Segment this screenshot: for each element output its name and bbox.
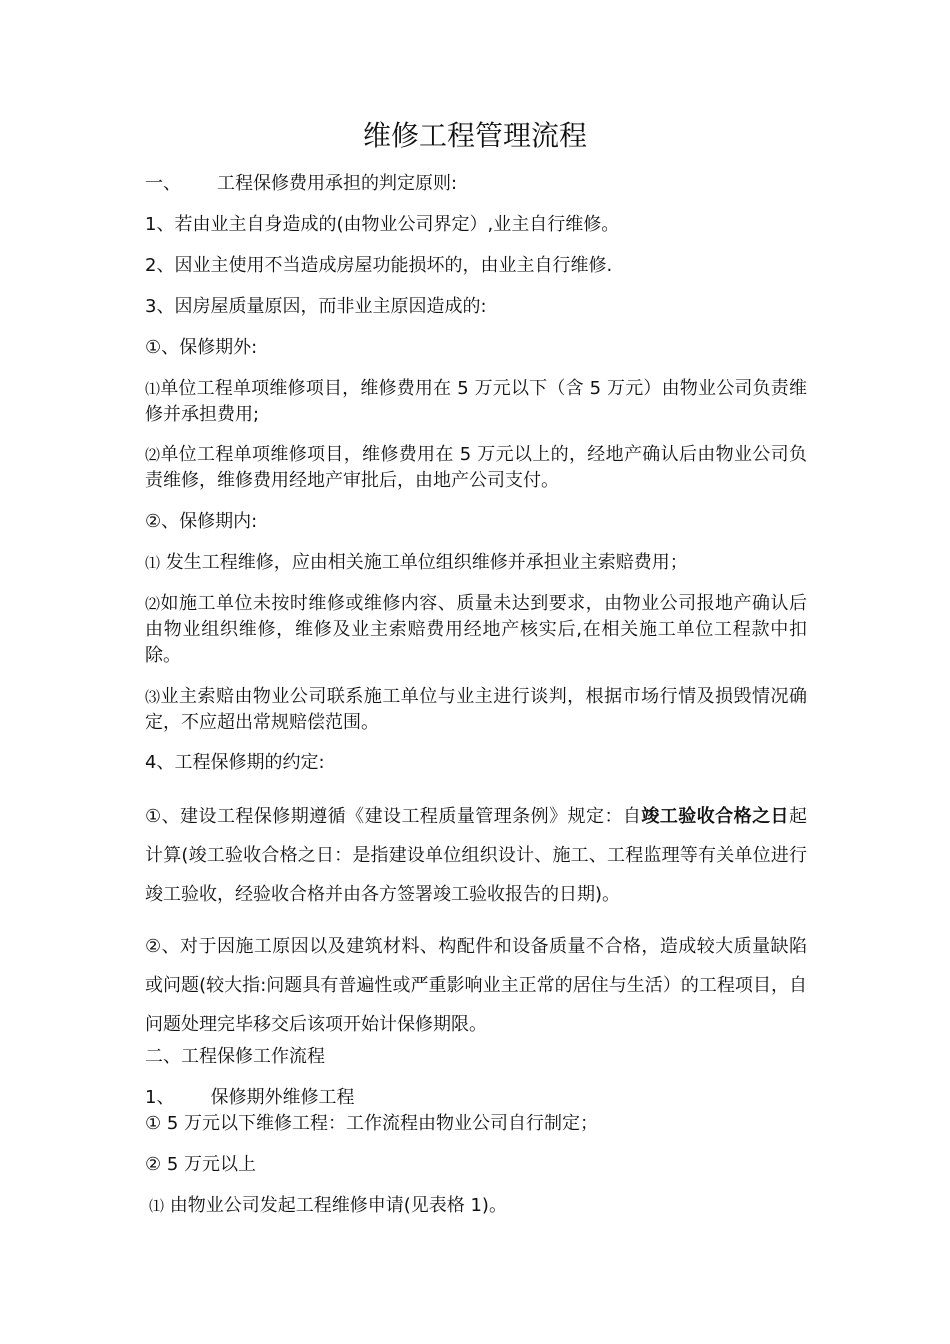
list-text: 单位工程单项维修项目，维修费用在 5 万元以上的，经地产确认后由物业公司负责维修，维修费用经地产审批后，由地产公司支付。 xyxy=(145,444,807,491)
list-text: 由物业公司发起工程维修申请(见表格 1)。 xyxy=(164,1195,507,1216)
outside-warranty-rule-1 xyxy=(145,376,807,428)
outside-warranty-rule-2 xyxy=(145,442,807,494)
principle-item-3: 3、因房屋质量原因，而非业主原因造成的: xyxy=(145,296,487,317)
subsection-1-number: 1、 xyxy=(145,1087,175,1108)
below-5w-rule: ① 5 万元以下维修工程：工作流程由物业公司自行制定； xyxy=(145,1113,599,1134)
warranty-period-rule-1 xyxy=(145,797,807,914)
page-title: 维修工程管理流程 xyxy=(362,119,587,152)
list-marker: ⑵ xyxy=(145,595,161,613)
outside-warranty-heading: ①、保修期外: xyxy=(145,337,258,358)
list-text: 单位工程单项维修项目，维修费用在 5 万元以下（含 5 万元）由物业公司负责维修并承担费用; xyxy=(145,378,807,425)
inside-warranty-rule-1 xyxy=(145,550,815,576)
inside-warranty-rule-3 xyxy=(145,684,807,736)
rule-text-bold: 竣工验收合格之日 xyxy=(641,806,789,827)
subsection-1-label: 保修期外维修工程 xyxy=(210,1087,355,1108)
rule-text-pre: ①、建设工程保修期遵循《建设工程质量管理条例》规定：自 xyxy=(145,806,642,827)
list-marker: ⑴ xyxy=(149,1197,165,1215)
principle-item-2: 2、因业主使用不当造成房屋功能损坏的，由业主自行维修. xyxy=(145,255,613,276)
section-1-number: 一、 xyxy=(145,173,181,194)
section-1-heading xyxy=(145,171,815,197)
above-5w-heading: ② 5 万元以上 xyxy=(145,1154,257,1175)
list-marker: ⑵ xyxy=(145,446,161,464)
list-marker: ⑶ xyxy=(145,688,161,706)
section-1-heading-text: 工程保修费用承担的判定原则: xyxy=(217,173,458,194)
list-text: 如施工单位未按时维修或维修内容、质量未达到要求，由物业公司报地产确认后由物业组织维修，维修及业主索赔费用经地产核实后,在相关施工单位工程款中扣除。 xyxy=(145,593,807,666)
inside-warranty-rule-2 xyxy=(145,591,807,669)
list-marker: ⑴ xyxy=(145,554,161,572)
list-marker: ⑴ xyxy=(145,380,161,398)
subsection-1-heading xyxy=(145,1085,815,1111)
rule-text-post: 起计算(竣工验收合格之日：是指建设单位组织设计、施工、工程监理等有关单位进行竣工验收，经验收合格并由各方签署竣工验收报告的日期)。 xyxy=(145,806,807,905)
list-text: 业主索赔由物业公司联系施工单位与业主进行谈判，根据市场行情及损毁情况确定，不应超出常规赔偿范围。 xyxy=(145,686,807,733)
section-2-heading: 二、工程保修工作流程 xyxy=(145,1046,325,1067)
inside-warranty-heading: ②、保修期内: xyxy=(145,511,258,532)
list-text: 发生工程维修，应由相关施工单位组织维修并承担业主索赔费用； xyxy=(160,552,688,573)
principle-item-4: 4、工程保修期的约定: xyxy=(145,752,325,773)
above-5w-step-1 xyxy=(149,1193,819,1219)
warranty-period-rule-2: ②、对于因施工原因以及建筑材料、构配件和设备质量不合格，造成较大质量缺陷或问题(较大指:问题具有普遍性或严重影响业主正常的居住与生活）的工程项目，自问题处理完毕移交后该项开始计保修期限。 xyxy=(145,936,807,1035)
principle-item-1: 1、若由业主自身造成的(由物业公司界定）,业主自行维修。 xyxy=(145,214,620,235)
